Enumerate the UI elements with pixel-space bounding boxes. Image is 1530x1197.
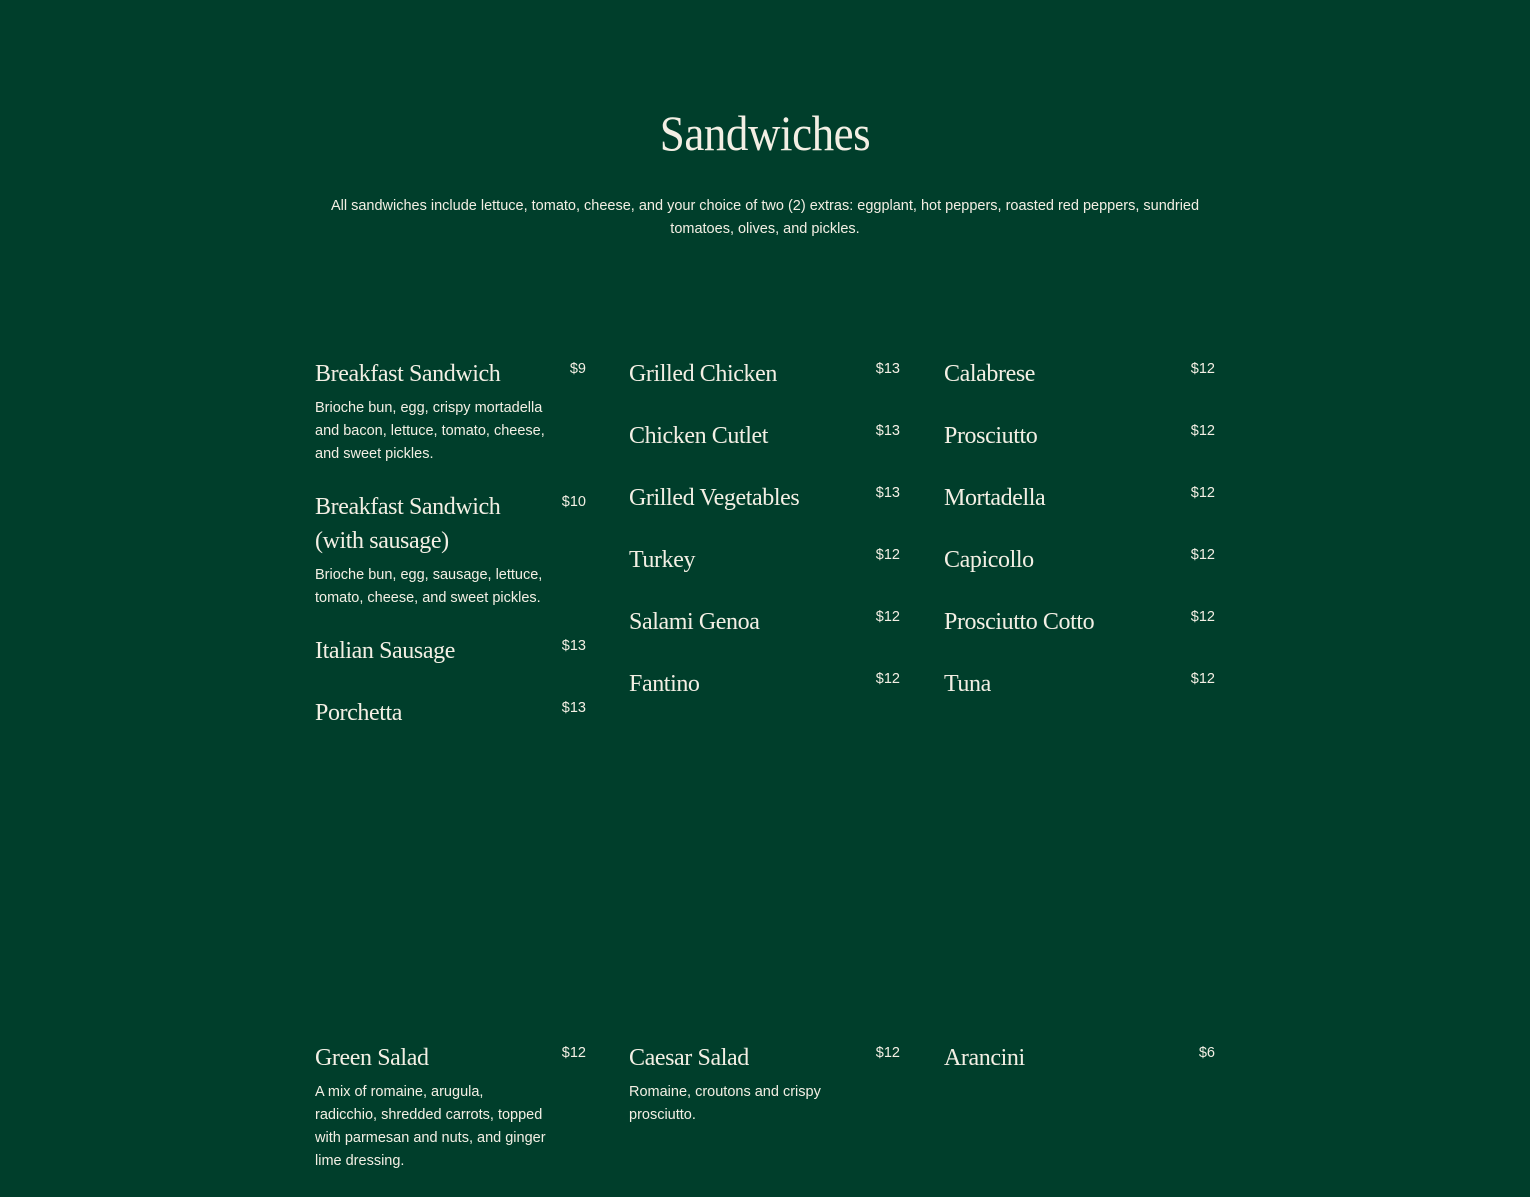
menu-item — [629, 1041, 900, 1127]
menu-item-name: Grilled Chicken — [629, 361, 777, 387]
menu-item-name: Tuna — [944, 671, 991, 697]
menu-item-name: Grilled Vegetables — [629, 485, 800, 511]
menu-item-price: $12 — [875, 547, 900, 563]
menu-item-price: $13 — [561, 700, 586, 716]
menu-item — [944, 1041, 1215, 1075]
menu-item — [629, 481, 900, 515]
menu-item-name: Capicollo — [944, 547, 1034, 573]
menu-item-price: $12 — [1190, 423, 1215, 439]
menu-item-price: $13 — [875, 423, 900, 439]
menu-item — [944, 481, 1215, 515]
menu-column-2 — [629, 357, 900, 729]
menu-item — [944, 543, 1215, 577]
menu-item-price: $13 — [875, 485, 900, 501]
menu-item-description: A mix of romaine, arugula, radicchio, shredded carrots, topped with parmesan and nuts, and ginger lime dressing. — [315, 1084, 546, 1169]
menu-item-name: Fantino — [629, 671, 700, 697]
menu-item-price: $6 — [1198, 1045, 1215, 1061]
menu-item — [629, 605, 900, 639]
menu-item-price: $13 — [875, 361, 900, 377]
section-title: Sandwiches — [659, 105, 871, 161]
menu-item-name: Breakfast Sandwich — [315, 361, 501, 387]
menu-item-name: Green Salad — [315, 1045, 429, 1071]
menu-item-description: Brioche bun, egg, sausage, lettuce, tomato, cheese, and sweet pickles. — [315, 567, 543, 606]
menu-item — [944, 419, 1215, 453]
menu-item-name: Mortadella — [944, 485, 1046, 511]
menu-item-name: Italian Sausage — [315, 638, 455, 664]
menu-item — [629, 419, 900, 453]
menu-item-name: Breakfast Sandwich (with sausage) — [315, 494, 501, 554]
menu-item-name: Arancini — [944, 1045, 1025, 1071]
menu-item-price: $9 — [569, 361, 586, 377]
menu-item-name: Prosciutto Cotto — [944, 609, 1095, 635]
menu-item-price: $12 — [1190, 671, 1215, 687]
menu-item-price: $12 — [1190, 609, 1215, 625]
menu-item — [315, 490, 586, 610]
menu-item — [944, 667, 1215, 701]
section-intro: All sandwiches include lettuce, tomato, cheese, and your choice of two (2) extras: eggplant, hot peppers, roasted red peppers, sundried tomatoes, olives, and pickles. — [330, 198, 1200, 237]
menu-item-price: $12 — [875, 671, 900, 687]
bottom-column-2 — [629, 1041, 900, 1151]
menu-item-price: $12 — [1190, 485, 1215, 501]
menu-item-name: Turkey — [629, 547, 696, 573]
menu-item-name: Chicken Cutlet — [629, 423, 769, 449]
menu-item-description: Romaine, croutons and crispy prosciutto. — [629, 1084, 821, 1123]
menu-item-name: Prosciutto — [944, 423, 1038, 449]
menu-item-price: $12 — [875, 609, 900, 625]
menu-item-price: $12 — [1190, 547, 1215, 563]
menu-item — [944, 357, 1215, 391]
menu-item-name: Caesar Salad — [629, 1045, 749, 1071]
menu-item — [944, 605, 1215, 639]
menu-item-price: $10 — [561, 494, 586, 510]
menu-item — [315, 357, 586, 466]
menu-item-price: $12 — [875, 1045, 900, 1061]
menu-item — [315, 696, 586, 730]
menu-item — [629, 667, 900, 701]
bottom-column-1 — [315, 1041, 586, 1197]
menu-item — [315, 634, 586, 668]
menu-item — [629, 357, 900, 391]
menu-item-description: Brioche bun, egg, crispy mortadella and bacon, lettuce, tomato, cheese, and sweet pickles. — [315, 400, 545, 462]
menu-column-1 — [315, 357, 586, 758]
menu-item — [315, 1041, 586, 1173]
bottom-column-3 — [944, 1041, 1215, 1103]
menu-item-price: $12 — [561, 1045, 586, 1061]
menu-item-name: Porchetta — [315, 700, 403, 726]
menu-item-name: Salami Genoa — [629, 609, 760, 635]
menu-item-price: $13 — [561, 638, 586, 654]
menu-item-name: Calabrese — [944, 361, 1036, 387]
menu-item-price: $12 — [1190, 361, 1215, 377]
menu-column-3 — [944, 357, 1215, 729]
menu-item — [629, 543, 900, 577]
